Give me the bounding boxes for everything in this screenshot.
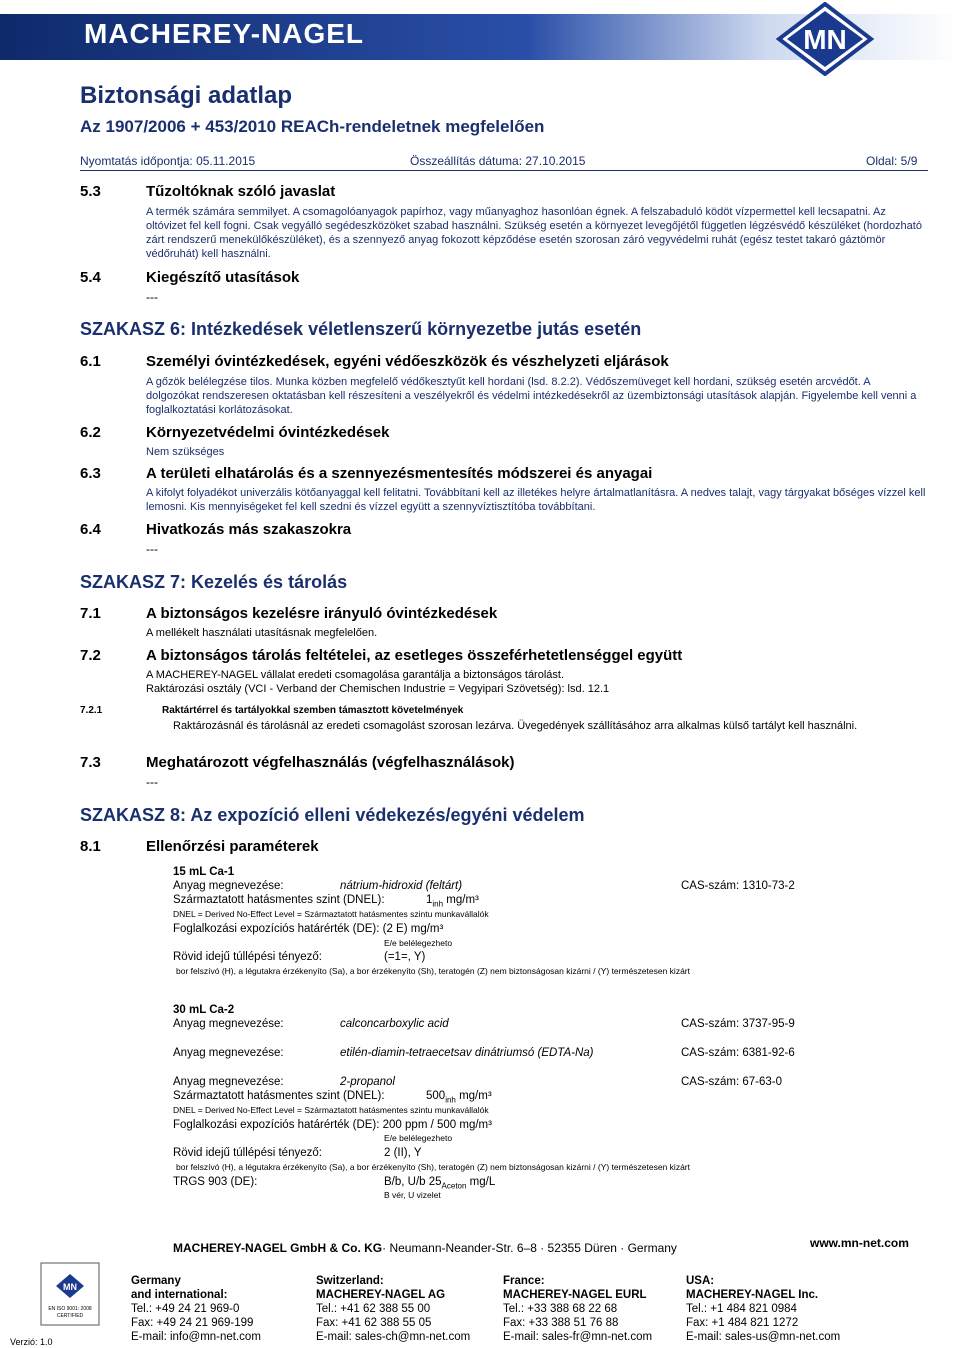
block2-trgs-label: TRGS 903 (DE): [173, 1176, 258, 1188]
footer-col2-tel: Tel.: +41 62 388 55 00 [316, 1303, 431, 1315]
footer-col2-mail[interactable]: E-mail: sales-ch@mn-net.com [316, 1331, 471, 1343]
footer-col4-h2: MACHEREY-NAGEL Inc. [686, 1289, 819, 1301]
block1-dnel-note: DNEL = Derived No-Effect Level = Származtatott hatásmentes szintu munkavállalók [173, 909, 489, 919]
text-7-1: A mellékelt használati utasításnak megfelelően. [146, 627, 378, 639]
block2-cas-1: CAS-szám: 3737-95-9 [681, 1018, 795, 1030]
block2-substance-label-3: Anyag megnevezése: [173, 1076, 284, 1088]
block2-de: Foglalkozási expozíciós határérték (DE): 200 ppm / 500 mg/m³ [173, 1119, 492, 1131]
heading-5-3: 5.3 Tűzoltóknak szóló javaslat [80, 183, 336, 200]
block2-substance-2: etilén-diamin-tetraecetsav dinátriumsó (EDTA-Na) [340, 1047, 594, 1059]
footer-col1-fax: Fax: +49 24 21 969-199 [131, 1317, 254, 1329]
block1-short-note: bor felszívó (H), a légutakra érzékenyíto (Sa), a bor érzékenyíto (Sh), teratogén (Z) nem biztonságosan kizárni / (Y) természetesen kizárt [176, 966, 690, 976]
heading-7-1: 7.1 A biztonságos kezelésre irányuló óvintézkedések [80, 605, 498, 622]
block1-substance: nátrium-hidroxid (feltárt) [340, 880, 463, 892]
footer-col1-h1: Germany [131, 1275, 181, 1287]
footer-col1-tel: Tel.: +49 24 21 969-0 [131, 1303, 240, 1315]
text-6-3: A kifolyt folyadékot univerzális kötőanyaggal kell felitatni. Továbbítani kell az illetékes helyre ártalmatlanításra. A nedves talajt, vagy tárgyakat bőséges vízzel kell lemosni. Kis mennyiségeket fel kell szedni és vízzel együtt a szennyvíztisztítóba továbbítani. [146, 487, 926, 513]
heading-7-2-1: 7.2.1 Raktártérrel és tartályokkal szemben támasztott követelmények [80, 705, 464, 716]
iso-certificate-logo [40, 1262, 100, 1326]
compile-date: Összeállítás dátuma: 27.10.2015 [410, 154, 586, 168]
footer-col3-h2: MACHEREY-NAGEL EURL [503, 1289, 647, 1301]
footer-company: MACHEREY-NAGEL GmbH & Co. KG· Neumann-Neander-Str. 6–8 · 52355 Düren · Germany [173, 1241, 677, 1255]
version: Verzió: 1.0 [10, 1337, 53, 1347]
block2-substance-3: 2-propanol [340, 1076, 395, 1088]
heading-8-1: 8.1 Ellenőrzési paraméterek [80, 838, 319, 855]
block2-dnel-note: DNEL = Derived No-Effect Level = Származtatott hatásmentes szintu munkavállalók [173, 1105, 489, 1115]
block2-dnel: $500_{inh}$ mg/m³ [426, 1090, 492, 1105]
text-7-2-line2: Raktározási osztály (VCI - Verband der Chemischen Industrie = Vegyipari Szövetség): lsd. 12.1 [146, 683, 610, 695]
heading-7-2: 7.2 A biztonságos tárolás feltételei, az esetleges összeférhetetlenséggel együtt [80, 647, 683, 664]
footer-col4-tel: Tel.: +1 484 821 0984 [686, 1303, 797, 1315]
block2-cas-3: CAS-szám: 67-63-0 [681, 1076, 782, 1088]
svg-text:EN ISO 9001: 2008: EN ISO 9001: 2008 [48, 1306, 92, 1312]
heading-6-2: 6.2 Környezetvédelmi óvintézkedések [80, 424, 390, 441]
block2-substance-1: calconcarboxylic acid [340, 1018, 449, 1030]
footer-col2-h1: Switzerland: [316, 1275, 384, 1287]
section-7-title: SZAKASZ 7: Kezelés és tárolás [80, 572, 348, 592]
block2-trgs: B/b, U/b $25_{Aceton}$ mg/L [384, 1176, 496, 1191]
print-date: Nyomtatás időpontja: 05.11.2015 [80, 154, 256, 168]
footer-col2-fax: Fax: +41 62 388 55 05 [316, 1317, 432, 1329]
logo-text: MN [803, 24, 847, 55]
block2-short-label: Rövid idejű túllépési tényező: [173, 1147, 322, 1159]
svg-text:CERTIFIED: CERTIFIED [56, 1313, 84, 1319]
footer-col4-fax: Fax: +1 484 821 1272 [686, 1317, 799, 1329]
page-title: Biztonsági adatlap [80, 82, 293, 109]
text-7-2-line1: A MACHEREY-NAGEL vállalat eredeti csomagolása garantálja a biztonságos tárolást. [146, 669, 565, 681]
brand-name: MACHEREY-NAGEL [84, 18, 365, 49]
block1-cas: CAS-szám: 1310-73-2 [681, 880, 795, 892]
footer-col2-h2: MACHEREY-NAGEL AG [316, 1289, 446, 1301]
page-number: Oldal: 5/9 [866, 154, 918, 168]
block1-heading: 15 mL Ca-1 [173, 866, 235, 878]
heading-7-3: 7.3 Meghatározott végfelhasználás (végfelhasználások) [80, 754, 515, 771]
text-5-3: A termék számára semmilyet. A csomagolóanyagok papírhoz, vagy műanyaghoz hasonlóan égnek. A felszabaduló ködöt vízpermettel kell lecsapatni. Az oltóvizet fel kell fogni. Csak vegyálló segédeszközöket szabad használni. Szükség esetén a környezet levegőjétől független légzésvédő készüléket (hordozható zárt rendszerű menekülőkészüléket), és a szennyező anyag fokozott képződése esetén szorosan záró vegyvédelmi ruhát (egész testet takaró gáztömör védőruhát) kell használni. [146, 206, 922, 260]
heading-6-4: 6.4 Hivatkozás más szakaszokra [80, 521, 352, 538]
block1-de: Foglalkozási expozíciós határérték (DE): (2 E) mg/m³ [173, 923, 444, 935]
block1-substance-label: Anyag megnevezése: [173, 880, 284, 892]
section-8-title: SZAKASZ 8: Az expozíció elleni védekezés/egyéni védelem [80, 805, 585, 825]
heading-6-3: 6.3 A területi elhatárolás és a szennyezésmentesítés módszerei és anyagai [80, 465, 653, 482]
footer-col3-fax: Fax: +33 388 51 76 88 [503, 1317, 619, 1329]
footer-col3-mail[interactable]: E-mail: sales-fr@mn-net.com [503, 1331, 653, 1343]
block2-cas-2: CAS-szám: 6381-92-6 [681, 1047, 795, 1059]
text-7-2-1: Raktározásnál és tárolásnál az eredeti csomagolást szorosan lezárva. Üvegedények szállításához arra alkalmas külső tartályt kell használni. [173, 720, 858, 732]
footer-col3-tel: Tel.: +33 388 68 22 68 [503, 1303, 618, 1315]
text-6-4: --- [146, 542, 158, 556]
footer-col1-mail[interactable]: E-mail: info@mn-net.com [131, 1331, 261, 1343]
svg-text:MN: MN [63, 1282, 77, 1292]
footer-website[interactable]: www.mn-net.com [810, 1236, 909, 1250]
header-divider [80, 170, 928, 171]
block1-de-note: E/e belélegezheto [384, 938, 453, 948]
block2-de-note: E/e belélegezheto [384, 1133, 453, 1143]
page-subtitle: Az 1907/2006 + 453/2010 REACh-rendeletnek megfelelően [80, 117, 545, 136]
block2-dnel-label: Származtatott hatásmentes szint (DNEL): [173, 1090, 385, 1102]
text-6-1: A gőzök belélegzése tilos. Munka közben megfelelő védőkesztyűt kell hordani (lsd. 8.2.2). Védőszemüveget kell hordani, szükség esetén arcvédőt. A dolgozókat rendszeresen oktatásban kell részesíteni a veszélyekről és védelmi intézkedésekről az üzembiztonsági utasítások alapján. Figyelembe kell venni a foglalkoztatási korlátozásokat. [146, 376, 917, 416]
footer-col3-h1: France: [503, 1275, 545, 1287]
block2-substance-label-2: Anyag megnevezése: [173, 1047, 284, 1059]
block2-short-value: 2 (II), Y [384, 1147, 422, 1159]
block2-heading: 30 mL Ca-2 [173, 1004, 235, 1016]
block2-trgs-note: B vér, U vizelet [384, 1190, 441, 1200]
text-6-2: Nem szükséges [146, 446, 225, 458]
text-5-4: --- [146, 290, 158, 304]
block1-short-label: Rövid idejű túllépési tényező: [173, 951, 322, 963]
heading-5-4: 5.4 Kiegészítő utasítások [80, 269, 300, 286]
footer-col4-h1: USA: [686, 1275, 715, 1287]
footer-col1-h2: and international: [131, 1289, 228, 1301]
text-7-3: --- [146, 775, 158, 789]
block1-short-value: (=1=, Y) [384, 951, 426, 963]
block2-short-note: bor felszívó (H), a légutakra érzékenyíto (Sa), a bor érzékenyíto (Sh), teratogén (Z) nem biztonságosan kizárni / (Y) természetesen kizárt [176, 1162, 690, 1172]
block1-dnel-label: Származtatott hatásmentes szint (DNEL): [173, 894, 385, 906]
mn-logo [775, 2, 875, 76]
section-6-title: SZAKASZ 6: Intézkedések véletlenszerű környezetbe jutás esetén [80, 319, 642, 339]
block2-substance-label-1: Anyag megnevezése: [173, 1018, 284, 1030]
block1-dnel: $1_{inh}$ mg/m³ [426, 894, 479, 909]
footer-col4-mail[interactable]: E-mail: sales-us@mn-net.com [686, 1331, 841, 1343]
heading-6-1: 6.1 Személyi óvintézkedések, egyéni védőeszközök és vészhelyzeti eljárások [80, 353, 669, 370]
